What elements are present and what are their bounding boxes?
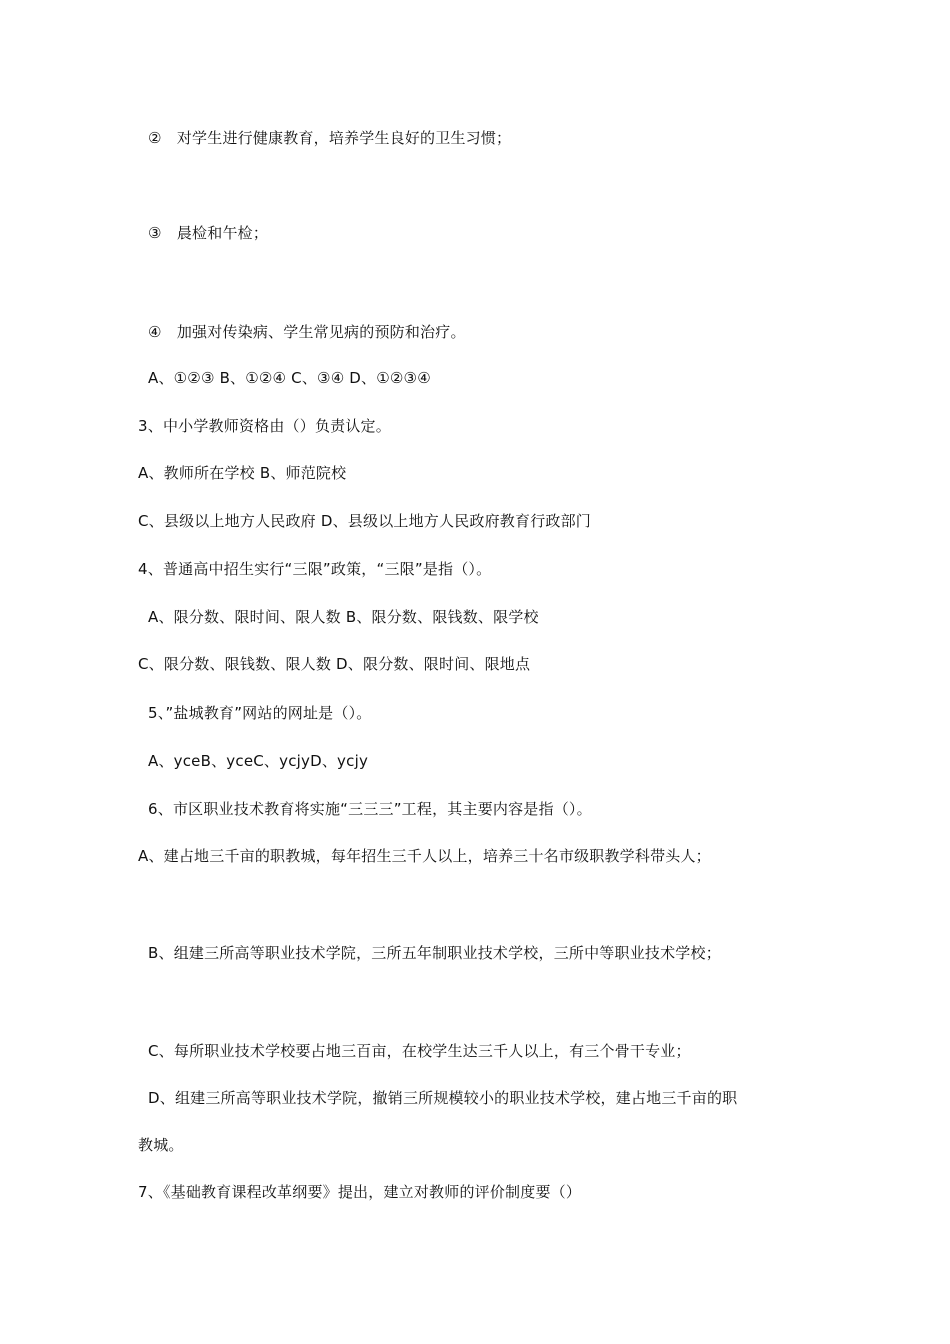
question-5: 5、”盐城教育”网站的网址是（）。 — [148, 704, 372, 722]
answer-choices: A、①②③ B、①②④ C、③④ D、①②③④ — [148, 369, 431, 387]
answer-choices: A、教师所在学校 B、师范院校 — [138, 464, 347, 482]
answer-choices: C、限分数、限钱数、限人数 D、限分数、限时间、限地点 — [138, 655, 531, 673]
answer-choice-a: A、建占地三千亩的职教城，每年招生三千人以上，培养三十名市级职教学科带头人； — [138, 847, 711, 865]
answer-choice-d: D、组建三所高等职业技术学院，撤销三所规模较小的职业技术学校，建占地三千亩的职 — [148, 1089, 738, 1107]
answer-choice-d-continued: 教城。 — [138, 1136, 184, 1154]
answer-choices: C、县级以上地方人民政府 D、县级以上地方人民政府教育行政部门 — [138, 512, 591, 530]
option-line: ③ 晨检和午检； — [148, 224, 269, 242]
answer-choices: A、限分数、限时间、限人数 B、限分数、限钱数、限学校 — [148, 608, 539, 626]
question-6: 6、市区职业技术教育将实施“三三三”工程，其主要内容是指（）。 — [148, 800, 592, 818]
answer-choice-b: B、组建三所高等职业技术学院，三所五年制职业技术学校，三所中等职业技术学校； — [148, 944, 721, 962]
question-3: 3、中小学教师资格由（）负责认定。 — [138, 417, 391, 435]
question-4: 4、普通高中招生实行“三限”政策，“三限”是指（）。 — [138, 560, 492, 578]
option-line: ② 对学生进行健康教育，培养学生良好的卫生习惯； — [148, 129, 512, 147]
option-line: ④ 加强对传染病、学生常见病的预防和治疗。 — [148, 323, 466, 341]
question-7: 7、《基础教育课程改革纲要》提出，建立对教师的评价制度要（） — [138, 1183, 582, 1201]
answer-choice-c: C、每所职业技术学校要占地三百亩，在校学生达三千人以上，有三个骨干专业； — [148, 1042, 691, 1060]
answer-choices: A、yceB、yceC、ycjyD、ycjy — [148, 752, 369, 770]
